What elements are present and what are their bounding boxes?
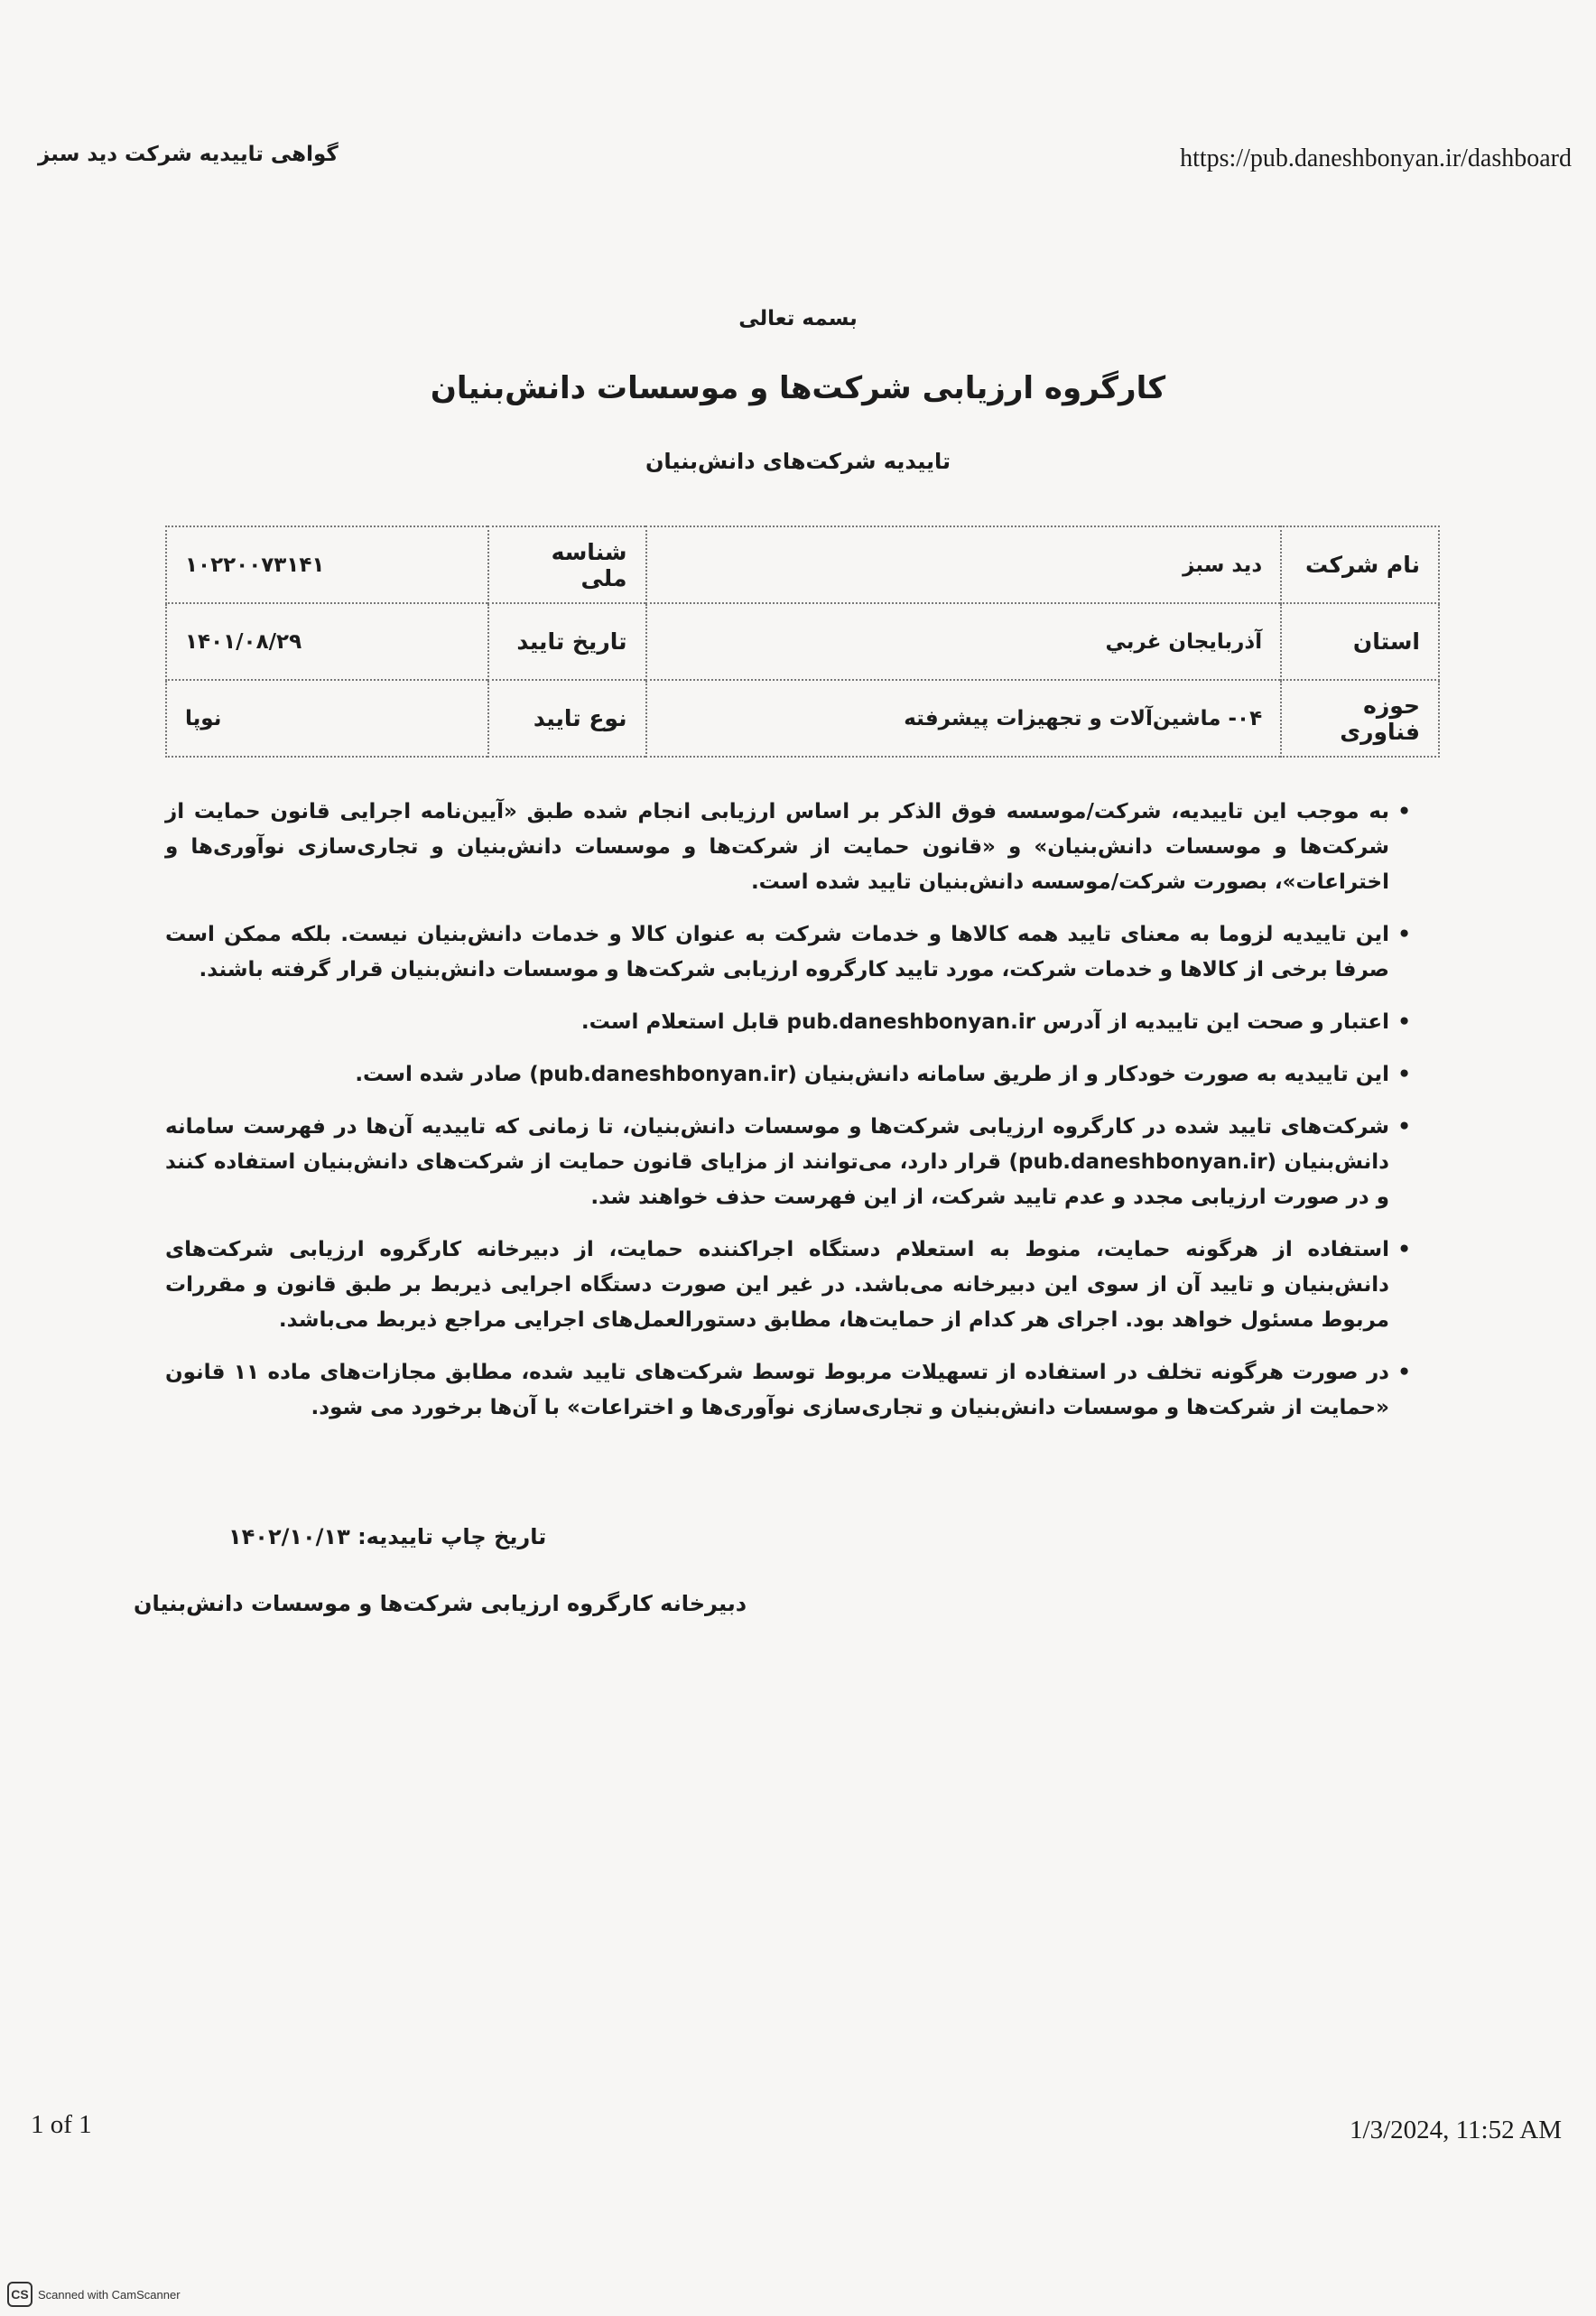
approval-date-text: ۱۴۰۱/۰۸/۲۹ (185, 629, 302, 654)
bismillah-heading: بسمه تعالی (738, 307, 858, 330)
company-info-table (165, 526, 1440, 758)
national-id-label: شناسه ملی (488, 526, 646, 603)
approval-type-label: نوع تایید (488, 680, 646, 757)
list-item: • شرکت‌های تایید شده در کارگروه ارزیابی شرکت‌ها و موسسات دانش‌بنیان، تا زمانی که تاییدیه آن‌ها در فهرست سامانه دانش‌بنیان (pub.daneshbonyan.ir) قرار دارد، می‌توانند از مزایای قانون حمایت از شرکت‌های دانش‌بنیان استفاده کنند و در صورت ارزیابی مجدد و عدم تایید شرکت، از این فهرست حذف خواهند شد. (165, 1110, 1411, 1215)
table-row (166, 526, 1439, 603)
province-label: استان (1281, 603, 1439, 680)
notes-list (165, 795, 1411, 1443)
approval-type-text: نوپا (185, 706, 222, 730)
approval-date-label: تاریخ تایید (488, 603, 646, 680)
camscanner-logo-icon: CS (7, 2282, 32, 2307)
national-id-text: ۱۰۲۲۰۰۷۳۱۴۱ (185, 553, 325, 577)
header-url: https://pub.daneshbonyan.ir/dashboard (1180, 144, 1572, 172)
list-item: • در صورت هرگونه تخلف در استفاده از تسهیلات مربوط توسط شرکت‌های تایید شده، مطابق مجازات‌های ماده ۱۱ قانون «حمایت از شرکت‌ها و موسسات دانش‌بنیان و تجاری‌سازی نوآوری‌ها و اختراعات» با آن‌ها برخورد می شود. (165, 1355, 1411, 1426)
list-item: • به موجب این تاییدیه، شرکت/موسسه فوق الذکر بر اساس ارزیابی انجام شده طبق «آیین‌نامه اجرایی قانون حمایت از شرکت‌ها و موسسات دانش‌بنیان» و «قانون حمایت از شرکت‌ها و موسسات دانش‌بنیان و تجاری‌سازی نوآوری‌ها و اختراعات»، بصورت شرکت/موسسه دانش‌بنیان تایید شده است. (165, 795, 1411, 900)
scanner-watermark-text: Scanned with CamScanner (38, 2287, 181, 2302)
page-number: 1 of 1 (31, 2110, 92, 2139)
print-timestamp: 1/3/2024, 11:52 AM (1350, 2116, 1562, 2144)
list-item: • این تاییدیه به صورت خودکار و از طریق سامانه دانش‌بنیان (pub.daneshbonyan.ir) صادر شده است. (165, 1057, 1411, 1093)
company-name-label: نام شرکت (1281, 526, 1439, 603)
tech-field-value: ۰۴- ماشین‌آلات و تجهیزات پیشرفته (646, 680, 1282, 757)
list-item: • اعتبار و صحت این تاییدیه از آدرس pub.daneshbonyan.ir قابل استعلام است. (165, 1005, 1411, 1040)
page-title: کارگروه ارزیابی شرکت‌ها و موسسات دانش‌بنیان (430, 370, 1166, 406)
table-row (166, 603, 1439, 680)
document-header-title: گواهی تاییدیه شرکت دید سبز (38, 143, 339, 166)
print-date: تاریخ چاپ تاییدیه: ۱۴۰۲/۱۰/۱۳ (228, 1524, 547, 1549)
approval-date-value (166, 603, 488, 680)
list-item: • استفاده از هرگونه حمایت، منوط به استعلام دستگاه اجراکننده حمایت، از دبیرخانه کارگروه ارزیابی شرکت‌های دانش‌بنیان و تایید آن از سوی این دبیرخانه می‌باشد. در غیر این صورت دستگاه اجرایی ذیربط بر طبق قانون و مقررات مربوط مسئول خواهد بود. اجرای هر کدام از حمایت‌ها، مطابق دستورالعمل‌های اجرایی مراجع ذیربط می‌باشد. (165, 1232, 1411, 1338)
province-value: آذربایجان غربي (646, 603, 1282, 680)
approval-type-value (166, 680, 488, 757)
table-row (166, 680, 1439, 757)
national-id-value (166, 526, 488, 603)
company-name-value: دید سبز (646, 526, 1282, 603)
page-subtitle: تاییدیه شرکت‌های دانش‌بنیان (645, 449, 951, 474)
tech-field-label: حوزه فناوری (1281, 680, 1439, 757)
list-item: • این تاییدیه لزوما به معنای تایید همه کالاها و خدمات شرکت به عنوان کالا و خدمات دانش‌بنیان نیست. بلکه ممکن است صرفا برخی از کالاها و خدمات شرکت، مورد تایید کارگروه ارزیابی شرکت‌ها و موسسات دانش‌بنیان قرار گرفته باشند. (165, 917, 1411, 988)
scanner-watermark (7, 2282, 181, 2307)
secretariat-signature: دبیرخانه کارگروه ارزیابی شرکت‌ها و موسسات دانش‌بنیان (134, 1591, 747, 1616)
